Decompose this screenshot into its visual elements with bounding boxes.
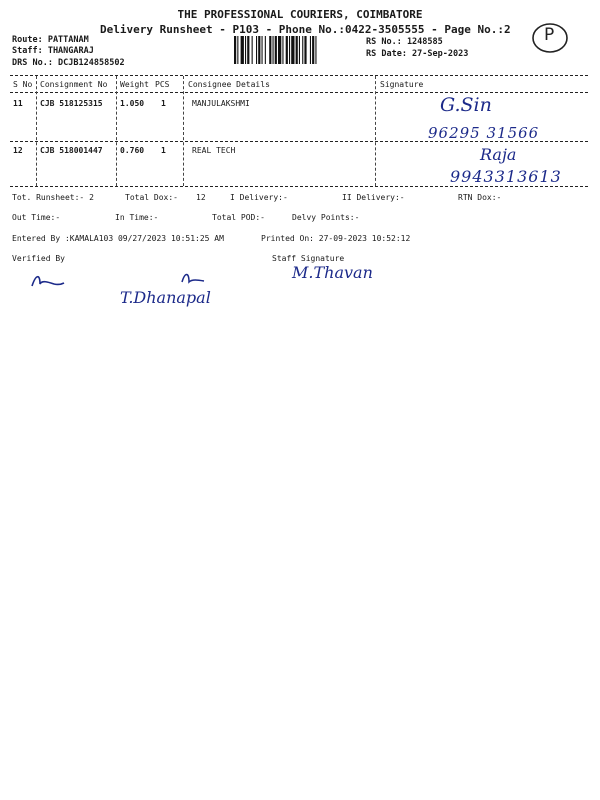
barcode-bar <box>256 36 257 64</box>
staff-signature-label: Staff Signature <box>272 254 345 263</box>
barcode-bar <box>237 36 238 64</box>
barcode-bar <box>241 36 244 64</box>
stamp-p-letter: P <box>544 25 555 45</box>
entered-by: Entered By :KAMALA103 09/27/2023 10:51:25 AM <box>12 234 224 243</box>
col-sep <box>36 76 37 186</box>
drs-label: DRS No.: DCJB124858502 <box>12 58 125 68</box>
col-sep <box>116 76 117 186</box>
staff-signature: M.Thavan <box>292 263 373 282</box>
barcode <box>234 36 354 66</box>
staff-label: Staff: THANGARAJ <box>12 46 94 56</box>
tot-runsheet: Tot. Runsheet:- 2 <box>12 193 94 202</box>
col-sep <box>183 76 184 186</box>
delvy-points: Delvy Points:- <box>292 213 360 222</box>
verified-signature: T.Dhanapal <box>120 288 211 307</box>
row-weight: 1.050 <box>120 99 145 108</box>
runsheet-subtitle: Delivery Runsheet - P103 - Phone No.:0422-3505555 - Page No.:2 <box>100 23 511 36</box>
row-consignment: CJB 518125315 <box>40 99 103 108</box>
barcode-bar <box>234 36 236 64</box>
table-header-rule <box>10 92 588 93</box>
row-signature-name: Raja <box>480 145 517 164</box>
route-label: Route: PATTANAM <box>12 35 89 45</box>
verified-second-initial-scribble <box>178 270 208 288</box>
rs-date: RS Date: 27-Sep-2023 <box>366 49 469 59</box>
barcode-bar <box>278 36 281 64</box>
barcode-bar <box>304 36 306 64</box>
row-signature-name: G.Sin <box>440 94 492 116</box>
barcode-bar <box>262 36 263 64</box>
row-rule <box>10 141 588 142</box>
table-bottom-rule <box>10 186 588 187</box>
barcode-bar <box>265 36 266 64</box>
row-sno: 12 <box>13 146 23 155</box>
barcode-bar <box>310 36 311 64</box>
company-title: THE PROFESSIONAL COURIERS, COIMBATORE <box>177 8 423 21</box>
out-time: Out Time:- <box>12 213 61 222</box>
barcode-bar <box>289 36 290 64</box>
barcode-bar <box>245 36 246 64</box>
printed-on: Printed On: 27-09-2023 10:52:12 <box>261 234 411 243</box>
col-consignee: Consignee Details <box>188 80 270 89</box>
barcode-bar <box>315 36 316 64</box>
barcode-bar <box>299 36 300 64</box>
barcode-bar <box>302 36 303 64</box>
row-pcs: 1 <box>161 99 166 108</box>
row-weight: 0.760 <box>120 146 145 155</box>
barcode-bar <box>258 36 260 64</box>
col-weight: Weight <box>120 80 149 89</box>
barcode-bar <box>275 36 277 64</box>
rs-no: RS No.: 1248585 <box>366 37 443 47</box>
barcode-bar <box>247 36 249 64</box>
col-sep <box>375 76 376 186</box>
barcode-bar <box>296 36 298 64</box>
col-consignment: Consignment No <box>40 80 108 89</box>
row-pcs: 1 <box>161 146 166 155</box>
col-sno: S No <box>13 80 33 89</box>
total-dox-label: Total Dox:- <box>125 193 178 202</box>
barcode-bar <box>269 36 271 64</box>
barcode-bar <box>273 36 274 64</box>
row-consignee: MANJULAKSHMI <box>192 99 250 108</box>
verified-by-label: Verified By <box>12 254 65 263</box>
barcode-bar <box>291 36 294 64</box>
barcode-bar <box>252 36 253 64</box>
row-signature-phone: 96295 31566 <box>428 124 540 142</box>
row-sno: 11 <box>13 99 23 108</box>
total-dox-value: 12 <box>196 193 206 202</box>
ii-delivery: II Delivery:- <box>342 193 405 202</box>
barcode-bar <box>312 36 314 64</box>
total-pod: Total POD:- <box>212 213 265 222</box>
verified-initial-scribble <box>28 270 68 292</box>
table-top-rule <box>10 75 588 76</box>
col-signature: Signature <box>380 80 424 89</box>
barcode-bar <box>282 36 283 64</box>
rtn-dox: RTN Dox:- <box>458 193 502 202</box>
in-time: In Time:- <box>115 213 159 222</box>
row-signature-phone: 9943313613 <box>450 167 562 186</box>
row-consignment: CJB 518001447 <box>40 146 103 155</box>
barcode-bar <box>286 36 288 64</box>
i-delivery: I Delivery:- <box>230 193 288 202</box>
col-pcs: PCS <box>155 80 170 89</box>
row-consignee: REAL TECH <box>192 146 236 155</box>
